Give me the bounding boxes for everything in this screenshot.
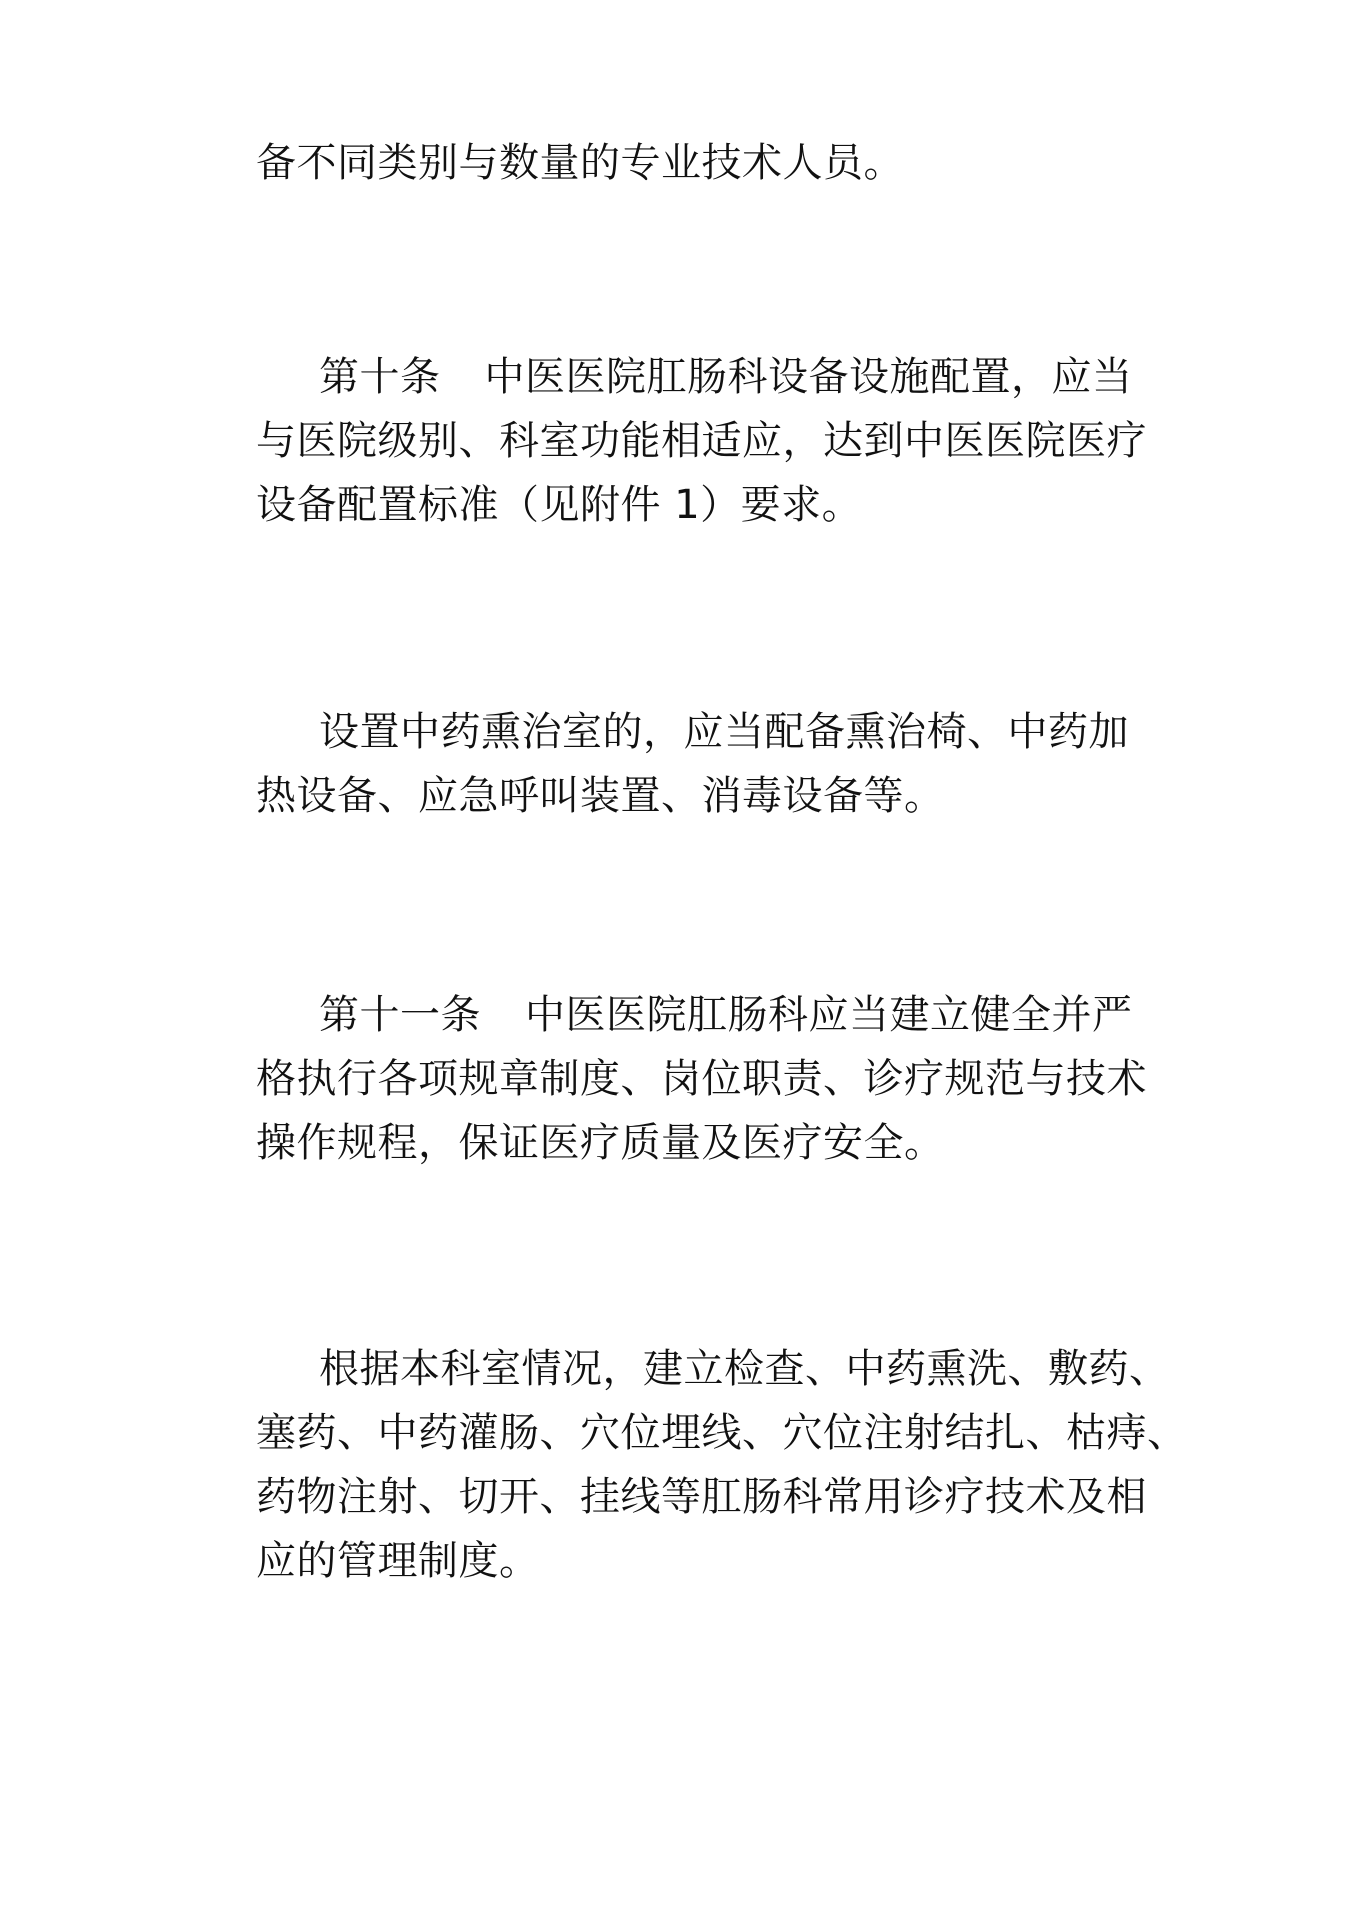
paragraph-line: 格执行各项规章制度、岗位职责、诊疗规范与技术: [256, 1056, 1147, 1102]
article-number: 第十一条: [319, 992, 481, 1038]
paragraph-management-system: [256, 1337, 1188, 1593]
paragraph-line: 药物注射、切开、挂线等肛肠科常用诊疗技术及相: [256, 1474, 1147, 1520]
paragraph-continuation: [256, 131, 1176, 195]
article-text: 中医医院肛肠科应当建立健全并严: [525, 992, 1133, 1038]
paragraph-line: 根据本科室情况，建立检查、中药熏洗、敷药、: [319, 1346, 1170, 1392]
paragraph-article-10: [256, 345, 1176, 537]
paragraph-line: 设置中药熏治室的，应当配备熏治椅、中药加: [319, 709, 1129, 755]
article-text: 中医医院肛肠科设备设施配置，应当: [484, 354, 1133, 400]
paragraph-line: 操作规程，保证医疗质量及医疗安全。: [256, 1120, 945, 1166]
paragraph-line: 热设备、应急呼叫装置、消毒设备等。: [256, 773, 945, 819]
paragraph-line: 设备配置标准（见附件 1）要求。: [256, 482, 863, 528]
paragraph-line: 备不同类别与数量的专业技术人员。: [256, 140, 904, 186]
paragraph-line: [256, 983, 1176, 1047]
article-number: 第十条: [319, 354, 441, 400]
paragraph-line: 塞药、中药灌肠、穴位埋线、穴位注射结扎、枯痔、: [256, 1410, 1188, 1456]
paragraph-fumigation-room: [256, 700, 1176, 828]
paragraph-line: 与医院级别、科室功能相适应，达到中医医院医疗: [256, 418, 1147, 464]
paragraph-line: 应的管理制度。: [256, 1538, 540, 1584]
paragraph-article-11: [256, 983, 1176, 1175]
paragraph-line: [256, 345, 1176, 409]
